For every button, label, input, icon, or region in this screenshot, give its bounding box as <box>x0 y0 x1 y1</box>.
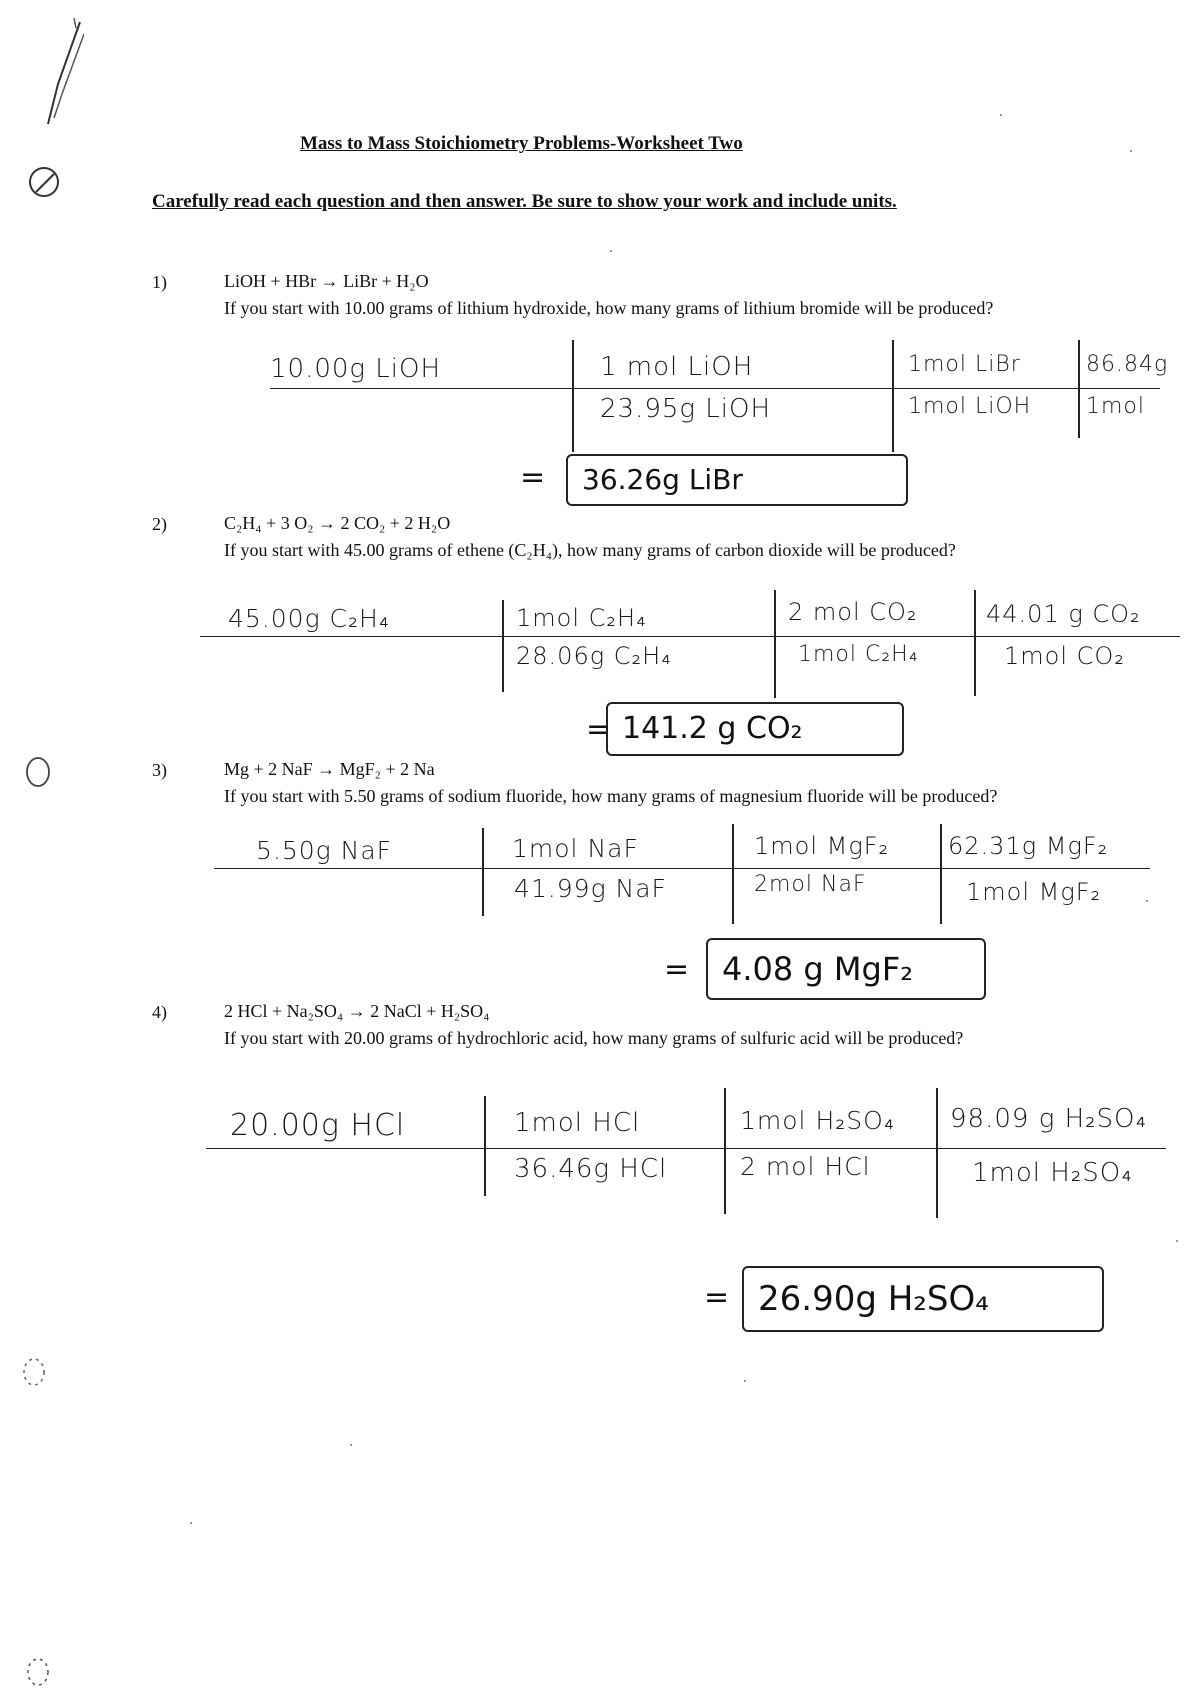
fraction-line <box>214 868 1150 869</box>
scan-speck <box>1176 1240 1178 1242</box>
factor-numerator: 1mol H₂SO₄ <box>740 1106 895 1135</box>
factor-divider <box>892 340 894 452</box>
answer-box: 4.08 g MgF₂ <box>706 938 986 1000</box>
factor-divider <box>940 824 942 924</box>
factor-numerator: 2 mol CO₂ <box>788 598 918 626</box>
given-value: 45.00g C₂H₄ <box>228 604 390 633</box>
scan-speck <box>350 1444 352 1446</box>
fraction-line <box>200 636 1180 637</box>
scan-speck <box>1000 114 1002 116</box>
equals-sign: = <box>520 460 546 495</box>
factor-denominator: 1mol LiOH <box>908 394 1032 419</box>
margin-dotted-mark <box>14 1352 54 1392</box>
given-value: 10.00g LiOH <box>270 354 442 384</box>
question-number: 4) <box>152 1002 167 1022</box>
factor-denominator: 1mol CO₂ <box>1004 642 1125 670</box>
question-text <box>224 268 1024 322</box>
factor-denominator: 23.95g LiOH <box>600 394 772 424</box>
factor-numerator: 98.09 g H₂SO₄ <box>950 1104 1147 1134</box>
equals-sign: = <box>704 1280 730 1315</box>
question-prompt: If you start with 45.00 grams of ethene (C₂H₄), how many grams of carbon dioxide will be produced? <box>224 540 956 560</box>
question-prompt: If you start with 10.00 grams of lithium hydroxide, how many grams of lithium bromide will be produced? <box>224 298 994 318</box>
factor-denominator: 2 mol HCl <box>740 1152 871 1181</box>
factor-numerator: 44.01 g CO₂ <box>986 600 1141 628</box>
factor-divider <box>484 1096 486 1196</box>
factor-denominator: 1mol H₂SO₄ <box>972 1158 1133 1188</box>
chemical-equation: Mg + 2 NaF → MgF₂ + 2 Na <box>224 759 435 779</box>
factor-numerator: 1mol C₂H₄ <box>516 604 647 632</box>
given-value: 5.50g NaF <box>256 836 393 865</box>
factor-divider <box>502 600 504 692</box>
scan-speck <box>1130 150 1132 152</box>
factor-denominator: 1mol C₂H₄ <box>798 642 919 667</box>
factor-numerator: 62.31g MgF₂ <box>948 832 1109 860</box>
factor-divider <box>974 590 976 696</box>
answer-box: 36.26g LiBr <box>566 454 908 506</box>
chemical-equation: LiOH + HBr → LiBr + H₂O <box>224 271 429 291</box>
worksheet-title: Mass to Mass Stoichiometry Problems-Worksheet Two <box>300 133 743 154</box>
margin-pencil-marks <box>14 14 84 214</box>
factor-denominator: 1mol <box>1086 394 1145 419</box>
factor-numerator: 1mol HCl <box>514 1108 641 1138</box>
question-text <box>224 756 1024 810</box>
question-text <box>224 510 1024 564</box>
factor-divider <box>724 1088 726 1214</box>
question-number: 3) <box>152 760 167 780</box>
factor-numerator: 1mol LiBr <box>908 352 1021 377</box>
instructions: Carefully read each question and then answer. Be sure to show your work and include units. <box>152 191 897 212</box>
scan-speck <box>744 1380 746 1382</box>
question-number: 1) <box>152 272 167 292</box>
factor-denominator: 28.06g C₂H₄ <box>516 642 672 670</box>
chemical-equation: 2 HCl + Na₂SO₄ → 2 NaCl + H₂SO₄ <box>224 1001 490 1021</box>
factor-denominator: 1mol MgF₂ <box>966 878 1102 906</box>
question-number: 2) <box>152 514 167 534</box>
scan-speck <box>610 250 612 252</box>
factor-divider <box>732 824 734 924</box>
factor-divider <box>936 1088 938 1218</box>
margin-circle-mark <box>14 750 64 800</box>
factor-divider <box>1078 340 1080 438</box>
question-prompt: If you start with 20.00 grams of hydrochloric acid, how many grams of sulfuric acid will be produced? <box>224 1028 964 1048</box>
scan-speck <box>190 1522 192 1524</box>
factor-numerator: 1mol NaF <box>512 834 639 863</box>
margin-circle-mark-2 <box>14 1650 64 1700</box>
scan-speck <box>1146 900 1148 902</box>
chemical-equation: C₂H₄ + 3 O₂ → 2 CO₂ + 2 H₂O <box>224 513 451 533</box>
factor-denominator: 41.99g NaF <box>514 874 667 903</box>
factor-numerator: 1mol MgF₂ <box>754 832 890 860</box>
fraction-line <box>206 1148 1166 1149</box>
answer-box: 26.90g H₂SO₄ <box>742 1266 1104 1332</box>
equals-sign: = <box>664 952 690 987</box>
factor-numerator: 86.84g <box>1086 352 1169 377</box>
fraction-line <box>270 388 1160 389</box>
given-value: 20.00g HCl <box>230 1108 406 1143</box>
factor-numerator: 1 mol LiOH <box>600 352 754 382</box>
question-prompt: If you start with 5.50 grams of sodium fluoride, how many grams of magnesium fluoride will be produced? <box>224 786 998 806</box>
factor-denominator: 2mol NaF <box>754 872 867 897</box>
factor-denominator: 36.46g HCl <box>514 1154 668 1184</box>
equals-sign: = <box>586 712 612 747</box>
question-text <box>224 998 1024 1052</box>
factor-divider <box>482 828 484 916</box>
answer-box: 141.2 g CO₂ <box>606 702 904 756</box>
factor-divider <box>572 340 574 452</box>
factor-divider <box>774 590 776 698</box>
